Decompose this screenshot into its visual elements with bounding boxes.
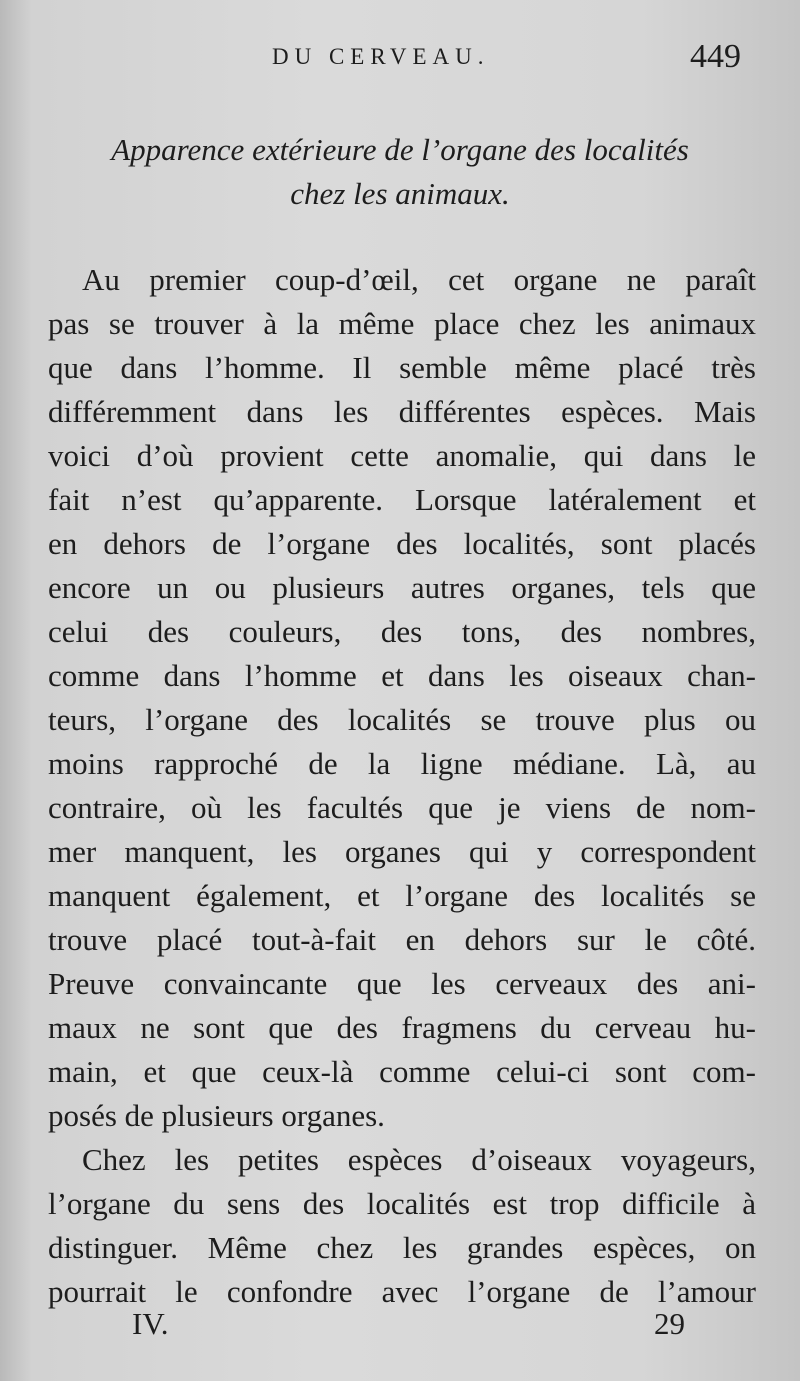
- text-line: moins rapproché de la ligne médiane. Là, au: [48, 746, 756, 781]
- text-line: distinguer. Même chez les grandes espèces, on: [48, 1230, 756, 1265]
- heading-line-2: chez les animaux.: [290, 176, 510, 211]
- text-line: main, et que ceux-là comme celui-ci sont com-: [48, 1054, 756, 1089]
- body-text: [48, 258, 756, 1314]
- text-line: pas se trouver à la même place chez les animaux: [48, 306, 756, 341]
- text-line: en dehors de l’organe des localités, sont placés: [48, 526, 756, 561]
- text-line: que dans l’homme. Il semble même placé très: [48, 350, 756, 385]
- text-line: encore un ou plusieurs autres organes, tels que: [48, 570, 756, 605]
- text-line: l’organe du sens des localités est trop difficile à: [48, 1186, 756, 1221]
- text-line: fait n’est qu’apparente. Lorsque latéralement et: [48, 482, 756, 517]
- text-line: voici d’où provient cette anomalie, qui dans le: [48, 438, 756, 473]
- page-footer: [0, 1306, 800, 1350]
- text-line: maux ne sont que des fragmens du cerveau hu-: [48, 1010, 756, 1045]
- section-heading: [40, 128, 760, 216]
- text-line: celui des couleurs, des tons, des nombres,: [48, 614, 756, 649]
- text-line: comme dans l’homme et dans les oiseaux chan-: [48, 658, 756, 693]
- text-line: Au premier coup-d’œil, cet organe ne paraît: [82, 262, 756, 297]
- text-line: Preuve convaincante que les cerveaux des ani-: [48, 966, 756, 1001]
- paragraph-2: [48, 1138, 756, 1314]
- text-line: contraire, où les facultés que je viens de nom-: [48, 790, 756, 825]
- text-line: Chez les petites espèces d’oiseaux voyageurs,: [82, 1142, 756, 1177]
- paragraph-1: [48, 258, 756, 1138]
- text-line: mer manquent, les organes qui y correspondent: [48, 834, 756, 869]
- running-title: DU CERVEAU.: [272, 44, 490, 69]
- text-line: différemment dans les différentes espèces. Mais: [48, 394, 756, 429]
- text-line: posés de plusieurs organes.: [48, 1098, 385, 1133]
- text-line: pourrait le confondre avec l’organe de l’amour: [48, 1274, 756, 1309]
- heading-line-1: Apparence extérieure de l’organe des localités: [111, 132, 689, 167]
- text-line: trouve placé tout-à-fait en dehors sur le côté.: [48, 922, 756, 957]
- volume-mark: IV.: [132, 1306, 169, 1341]
- signature-mark: 29: [654, 1306, 685, 1341]
- text-line: manquent également, et l’organe des localités se: [48, 878, 756, 913]
- running-head: [0, 38, 800, 78]
- page-number: 449: [690, 38, 741, 75]
- text-line: teurs, l’organe des localités se trouve plus ou: [48, 702, 756, 737]
